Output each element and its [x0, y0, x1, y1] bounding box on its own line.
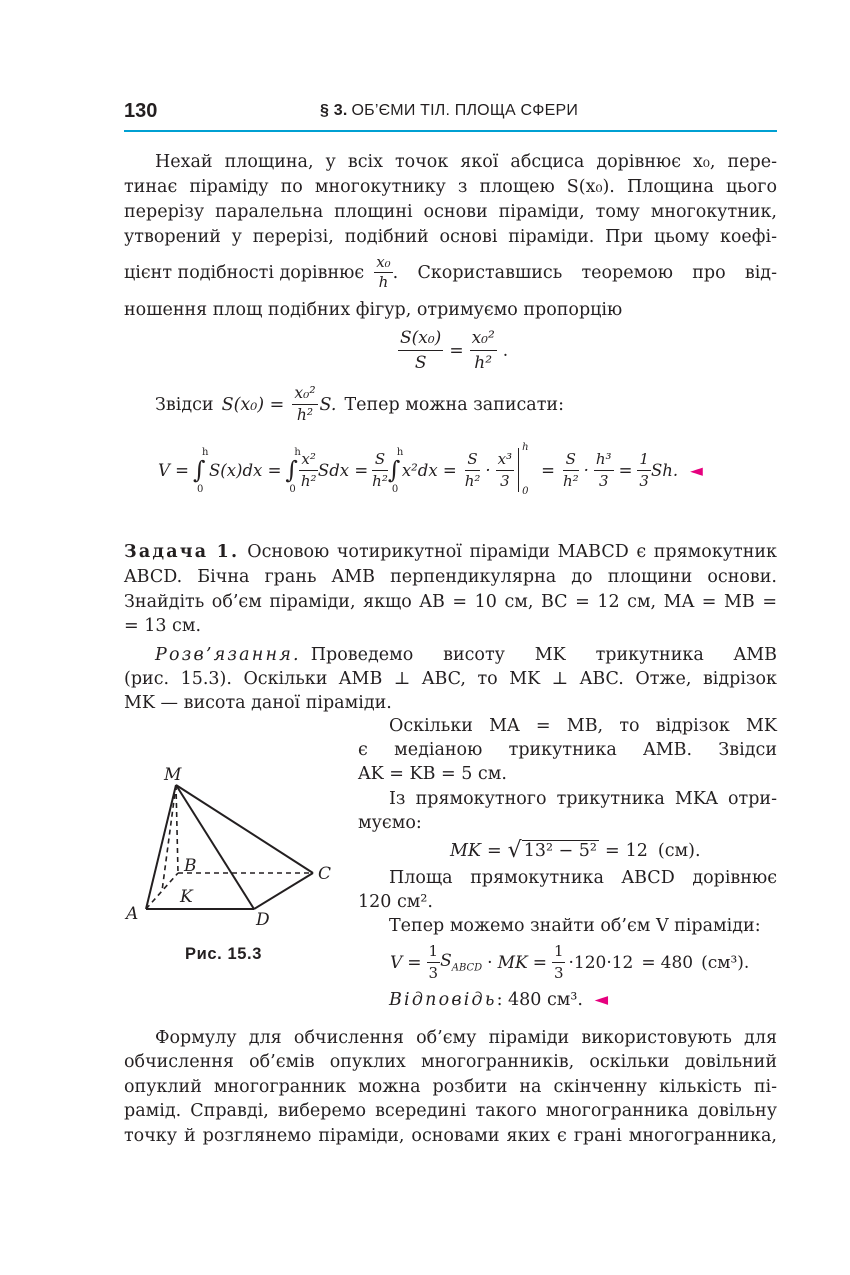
edge-MA	[146, 785, 176, 909]
figure-caption: Рис. 15.3	[185, 945, 263, 963]
volume-integral-formula: V = ∫ h 0 S(x)dx = ∫ h 0 $\frac{\text{x²}}{\text{h²}}$ Sdx = $\frac{S}{\text{h²}}$ ∫ h 0 x²dx = $\frac{S}{\text{h²}}$ · $\frac{\text{x³}}{3}$ h 0 = $\frac{S}{\text{h²}}$ · $\frac{\text{h³}}{3}$ = $\frac{1}{3}$ Sh. ◄	[158, 442, 703, 497]
label-K: K	[180, 887, 193, 907]
solution-line1-text: Проведемо висоту MK трикутника AMB	[310, 645, 777, 665]
right-line1: Оскільки MA = MB, то відрізок MK	[389, 716, 777, 736]
para1-line5	[124, 254, 777, 291]
final-line1: Формулу для обчислення об’єму піраміди використовують для	[155, 1028, 777, 1048]
right-line4: Із прямокутного трикутника MKA отри-	[389, 789, 777, 809]
section-number: § 3.	[320, 102, 348, 119]
final-line5: точку й розглянемо піраміди, основами яких є грані многогранника,	[124, 1126, 777, 1146]
task-line1-text: Основою чотирикутної піраміди MABCD є прямокутник	[247, 542, 777, 562]
para2-end: Тепер можна записати:	[344, 394, 564, 415]
right-line6: Площа прямокутника ABCD дорівнює	[389, 868, 777, 888]
solution-line1	[124, 643, 777, 667]
end-of-proof-marker: ◄	[690, 460, 703, 480]
para1-line2: тинає піраміду по многокутнику з площею S(x₀). Площина цього	[124, 177, 777, 197]
solution-line2: (рис. 15.3). Оскільки AMB ⊥ ABC, то MK ⊥ ABC. Отже, відрізок	[124, 669, 777, 689]
right-line3: AK = KB = 5 см.	[358, 764, 507, 784]
proportion-right	[470, 327, 497, 374]
final-line2: обчислення об’ємів опуклих многогранників, оскільки довільний	[124, 1052, 777, 1072]
section-title	[320, 102, 578, 120]
label-C: C	[318, 864, 332, 884]
mk-formula: MK = √ 13² − 5² = 12 (см).	[450, 838, 701, 863]
mk-formula-text	[450, 838, 451, 839]
para1-line3: перерізу паралельна площині основи піраміди, тому многокутник,	[124, 202, 777, 222]
final-line3: опуклий многогранник можна розбити на скінченну кількість пі-	[124, 1077, 777, 1097]
equals-sign: =	[449, 340, 464, 361]
task-line2: ABCD. Бічна грань AMB перпендикулярна до площини основи.	[124, 567, 777, 587]
volume-formula-text	[390, 942, 391, 943]
para2-fraction-den: h²	[296, 406, 314, 424]
answer-end-marker: ◄	[594, 990, 609, 1010]
running-header	[124, 98, 777, 132]
answer-label: Відповідь	[389, 990, 497, 1010]
fraction-denominator: h	[378, 273, 389, 291]
similarity-fraction	[374, 254, 392, 291]
para2-line	[155, 384, 564, 425]
proportion-right-den: h²	[474, 353, 493, 373]
para2-lhs: S(x₀) =	[221, 394, 285, 415]
para1-line1: Нехай площина, у всіх точок якої абсциса дорівнює x₀, пере-	[155, 152, 777, 172]
answer-value: : 480 см³.	[496, 990, 583, 1010]
right-line7: 120 см².	[358, 892, 433, 912]
right-line2: є медіаною трикутника AMB. Звідси	[358, 740, 777, 760]
proportion-left	[398, 327, 443, 374]
para2-fraction	[292, 384, 317, 425]
task-line1	[124, 540, 777, 564]
para2-s: S.	[319, 394, 337, 415]
task-label: Задача 1.	[124, 542, 240, 562]
answer-line	[389, 990, 608, 1010]
edge-MC	[176, 785, 313, 873]
para2-fraction-num: x₀²	[292, 384, 317, 405]
para1-line6: ношення площ подібних фігур, отримуємо пропорцію	[124, 300, 623, 320]
para1-line5-start: цієнт подібності дорівнює	[124, 262, 365, 283]
volume-formula: V = $\frac{1}{3}$ $S_{ABCD}$ · MK = $\frac{1}{3}$ ·120·12 = 480 (см³).	[390, 942, 750, 982]
edge-DC	[254, 873, 313, 909]
para1-line4: утворений у перерізі, подібний основі піраміди. При цьому коефі-	[124, 227, 777, 247]
formula-period: .	[502, 340, 509, 361]
fraction-numerator: x₀	[376, 253, 391, 271]
para2-start: Звідси	[155, 394, 214, 415]
solution-line3: MK — висота даної піраміди.	[124, 693, 392, 713]
task-line3: Знайдіть об’єм піраміди, якщо AB = 10 см, BC = 12 см, MA = MB =	[124, 592, 777, 612]
label-M: M	[164, 765, 182, 785]
proportion-left-num: S(x₀)	[398, 327, 443, 351]
label-B: B	[184, 856, 197, 876]
page-number: 130	[124, 100, 158, 122]
final-line4: рамід. Справді, виберемо всередині такого многогранника довільну	[124, 1101, 777, 1121]
proportion-formula	[398, 327, 508, 374]
right-line8: Тепер можемо знайти об’єм V піраміди:	[389, 916, 761, 936]
para1-line5-end: . Скориставшись теоремою про від-	[392, 262, 777, 283]
pyramid-figure	[120, 755, 350, 935]
proportion-left-den: S	[414, 353, 427, 373]
label-D: D	[256, 910, 270, 930]
label-A: A	[126, 904, 139, 924]
task-line4: = 13 см.	[124, 616, 202, 636]
right-line5: муємо:	[358, 813, 422, 833]
solution-label: Розв’язання.	[155, 645, 301, 665]
edge-MB	[176, 785, 178, 873]
proportion-right-num: x₀²	[470, 327, 497, 351]
section-title-text: ОБ’ЄМИ ТІЛ. ПЛОЩА СФЕРИ	[351, 102, 579, 119]
